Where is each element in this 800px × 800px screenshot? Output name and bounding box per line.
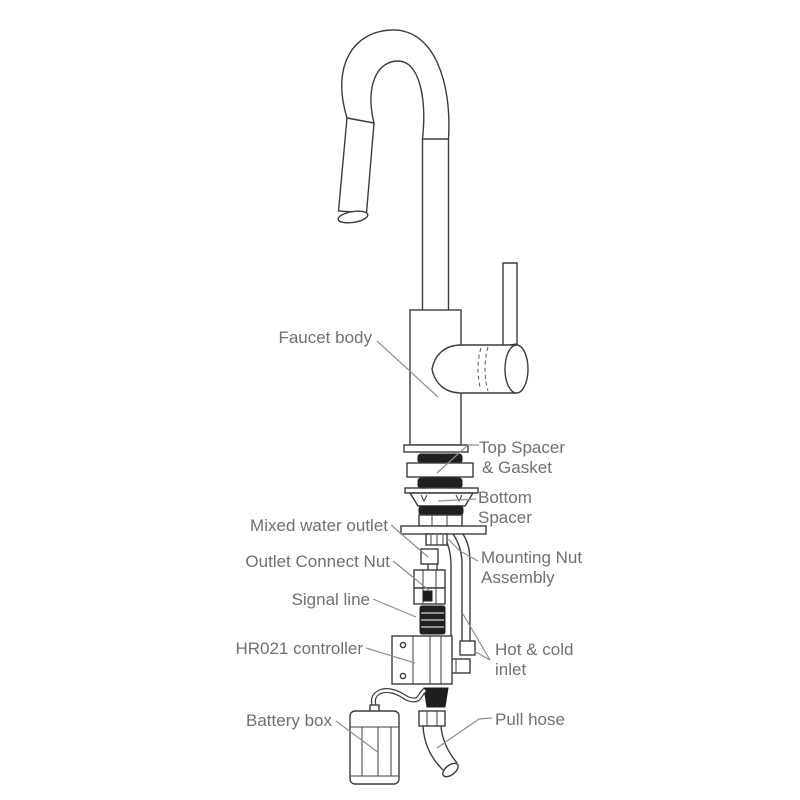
label-top-spacer-line1: Top Spacer (479, 438, 565, 457)
label-bottom-spacer-line2: Spacer (478, 508, 532, 527)
label-top-spacer-gasket (479, 438, 565, 478)
mixed-water-outlet-shape (421, 549, 438, 564)
label-bottom-spacer-line1: Bottom (478, 488, 532, 507)
leader-signal-line (373, 599, 416, 617)
label-outlet-connect-nut-text: Outlet Connect Nut (245, 552, 390, 571)
label-battery-box-text: Battery box (246, 711, 332, 730)
label-hr021-controller-text: HR021 controller (235, 639, 363, 658)
label-hot-cold-line1: Hot & cold (495, 640, 574, 659)
controller-screw-bottom (400, 673, 405, 678)
label-mounting-nut-assembly (481, 548, 582, 588)
label-pull-hose (495, 710, 565, 730)
label-signal-line (292, 590, 370, 610)
label-faucet-body-text: Faucet body (278, 328, 372, 347)
pull-hose-tip (440, 761, 460, 780)
battery-cable (373, 690, 425, 705)
label-mixed-water-outlet-text: Mixed water outlet (250, 516, 388, 535)
controller-outlet-nut (424, 688, 448, 707)
base-gasket (419, 506, 463, 515)
label-signal-line-text: Signal line (291, 590, 370, 609)
gasket-top (418, 454, 462, 463)
label-top-spacer-line2: & Gasket (482, 458, 552, 477)
controller-screw-top (400, 642, 405, 647)
pull-hose-shape (419, 711, 461, 779)
outlet-connect-nut-shape (414, 570, 445, 588)
label-bottom-spacer (478, 488, 532, 528)
label-hr021-controller (235, 639, 363, 659)
sprayer-head-drawing (337, 118, 374, 225)
signal-line-shape (423, 591, 432, 601)
body-base-flange (404, 445, 468, 452)
label-mounting-nut-line1: Mounting Nut (481, 548, 583, 567)
leader-mounting-nut (448, 539, 478, 561)
label-faucet-body (278, 328, 372, 348)
pull-hose-nut (419, 711, 445, 726)
label-mixed-water-outlet (250, 516, 388, 536)
label-pull-hose-text: Pull hose (495, 710, 565, 729)
label-hot-cold-line2: inlet (495, 660, 527, 679)
spacer-flange (405, 488, 478, 493)
label-mounting-nut-line2: Assembly (481, 568, 555, 587)
deck-plate-shape (401, 526, 486, 534)
label-hot-cold-inlet (495, 640, 573, 680)
spacer-stack (405, 454, 478, 526)
label-outlet-connect-nut (245, 552, 390, 572)
shank-nut (419, 515, 462, 526)
inlet-fitting-upper (460, 641, 475, 655)
label-battery-box (246, 711, 332, 731)
battery-box-shape (350, 705, 399, 784)
gasket-bottom (418, 478, 462, 488)
